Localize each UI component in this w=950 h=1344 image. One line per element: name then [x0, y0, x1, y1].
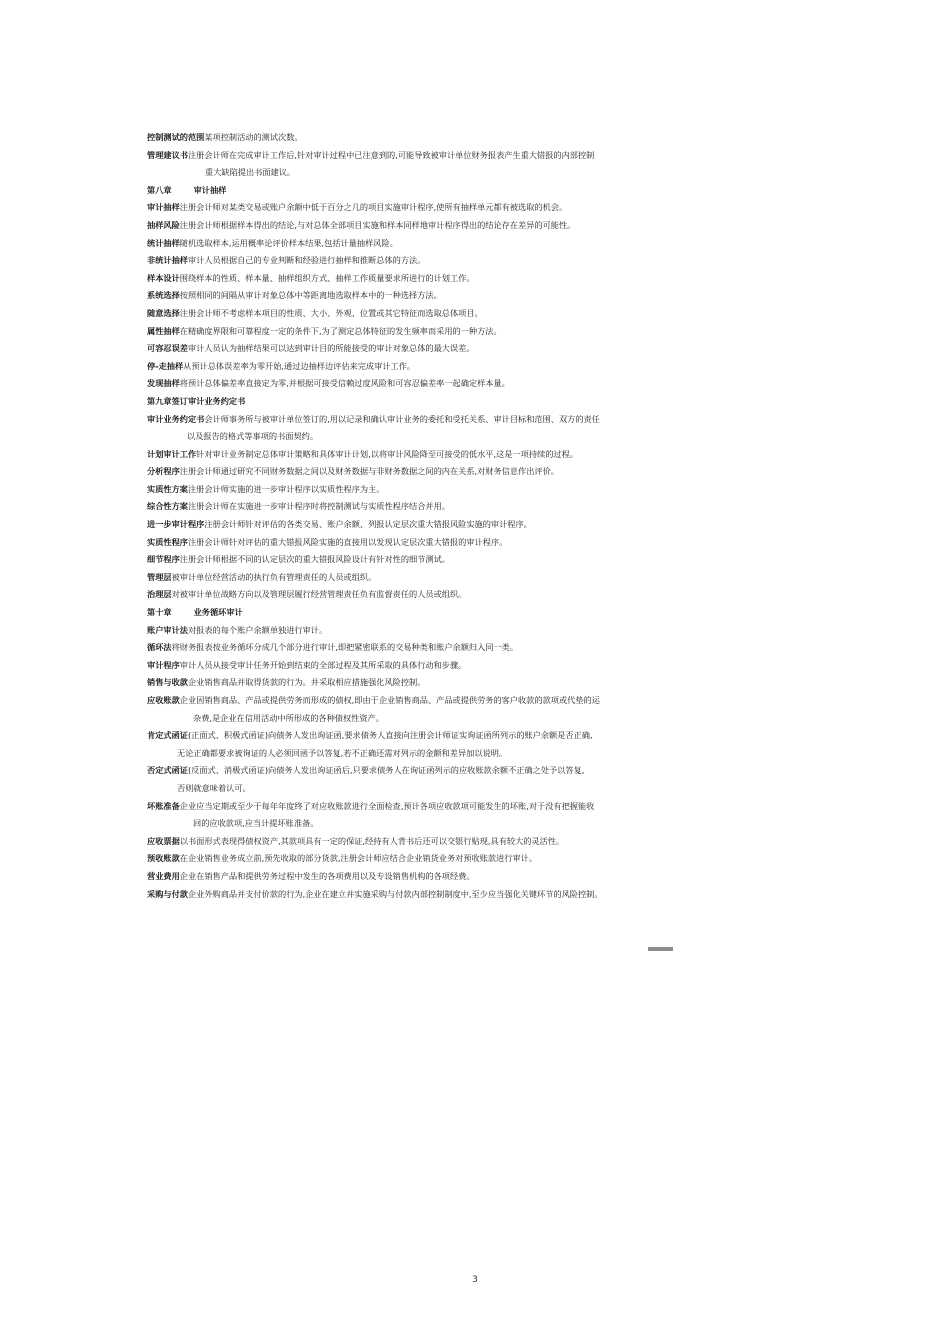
- definition: 企业外购商品并支付价款的行为,企业在建立并实施采购与付款内部控制制度中,至少应当强化关键环节的风险控制。: [187, 888, 603, 899]
- term: 管理层: [147, 571, 172, 582]
- glossary-entry: [147, 516, 632, 534]
- glossary-entry: [147, 481, 632, 499]
- definition: 对被审计单位战略方向以及管理层履行经营管理责任负有监督责任的人员或组织。: [171, 589, 467, 600]
- glossary-entry: [147, 463, 632, 481]
- definition: (正面式、积极式函证)向债务人发出询证函,要求债务人直接向注册会计师证实询证函所列示的账户余额是否正确,: [187, 730, 593, 741]
- term: 预收账款: [147, 853, 180, 864]
- glossary-entry: [147, 375, 632, 393]
- chapter-number: 第十章: [147, 607, 172, 618]
- term: 属性抽样: [147, 325, 180, 336]
- glossary-entry: [147, 586, 632, 604]
- term: 治理层: [147, 589, 172, 600]
- definition-continuation: 以及报告的格式等事项的书面契约。: [187, 431, 319, 442]
- definition-continuation: 否则就意味着认可。: [177, 782, 251, 793]
- term: 进一步审计程序: [147, 519, 205, 530]
- term: 审计程序: [147, 659, 180, 670]
- term: 非统计抽样: [147, 255, 188, 266]
- term: 发现抽样: [147, 378, 180, 389]
- glossary-entry: [147, 199, 632, 217]
- definition: 审计人员从接受审计任务开始到结束的全部过程及其所采取的具体行动和步骤。: [179, 659, 467, 670]
- chapter-heading: [147, 182, 632, 200]
- definition: 在企业销售业务成立前,预先收取的部分货款,注册会计师应结合企业销货业务对预收账款进行审计。: [179, 853, 538, 864]
- term: 可容忍误差: [147, 343, 188, 354]
- term: 应收票据: [147, 835, 180, 846]
- definition: 在精确度界限和可靠程度一定的条件下,为了测定总体特征的发生频率而采用的一种方法。: [179, 325, 502, 336]
- glossary-entry: [147, 657, 632, 675]
- definition-continuation: 无论正确都要求被询证的人必须回函予以答复,若不正确还需对列示的金额和差异加以说明。: [177, 747, 508, 758]
- glossary-entry: [147, 850, 632, 868]
- term: 肯定式函证: [147, 730, 188, 741]
- term: 样本设计: [147, 272, 180, 283]
- glossary-entry: [147, 622, 632, 640]
- term: 审计抽样: [147, 202, 180, 213]
- glossary-entry: [147, 323, 632, 341]
- definition: 会计师事务所与被审计单位签订的,用以记录和确认审计业务的委托和受托关系、审计目标和范围、双方的责任: [204, 413, 600, 424]
- glossary-entry: [147, 305, 632, 323]
- definition: 企业销售商品并取得货款的行为。并采取相应措施强化风险控制。: [187, 677, 426, 688]
- definition: 针对审计业务制定总体审计策略和具体审计计划,以将审计风险降至可接受的低水平,这是一项持续的过程。: [196, 448, 578, 459]
- glossary-entry: [147, 217, 632, 235]
- chapter-title: 审计抽样: [193, 184, 227, 195]
- definition: 注册会计师根据样本得出的结论,与对总体全部项目实施和样本同样地审计程序得出的结论存在差异的可能性。: [179, 219, 576, 230]
- glossary-entry: [147, 270, 632, 288]
- chapter-number: 第八章: [147, 184, 172, 195]
- definition: 从预计总体误差率为零开始,通过边抽样边评估来完成审计工作。: [183, 360, 416, 371]
- definition: 注册会计师在完成审计工作后,针对审计过程中已注意到的,可能导致被审计单位财务报表产生重大错报的内部控制: [187, 149, 595, 160]
- glossary-entry: [147, 147, 632, 182]
- definition-continuation: 杂费,是企业在信用活动中所形成的各种债权性资产。: [193, 712, 384, 723]
- definition: 审计人员认为抽样结果可以达到审计目的所能接受的审计对象总体的最大误差。: [187, 343, 475, 354]
- term: 营业费用: [147, 870, 180, 881]
- term: 循环法: [147, 642, 172, 653]
- definition: 随机选取样本,运用概率论评价样本结果,包括计量抽样风险。: [179, 237, 398, 248]
- glossary-entry: [147, 569, 632, 587]
- definition: 以书面形式表现得债权资产,其款项具有一定的保证,经持有人背书后还可以交银行贴现,具有较大的灵活性。: [179, 835, 565, 846]
- term: 实质性方案: [147, 483, 188, 494]
- term: 综合性方案: [147, 501, 188, 512]
- definition: 注册会计师不考虑样本项目的性质、大小、外观、位置或其它特征而选取总体项目。: [179, 307, 483, 318]
- term: 审计业务约定书: [147, 413, 205, 424]
- term: 实质性程序: [147, 536, 188, 547]
- term: 统计抽样: [147, 237, 180, 248]
- glossary-entry: [147, 340, 632, 358]
- glossary-entry: [147, 498, 632, 516]
- glossary-entry: [147, 639, 632, 657]
- definition: 注册会计师对某类交易或账户余额中低于百分之几的项目实施审计程序,使所有抽样单元都有被选取的机会。: [179, 202, 568, 213]
- definition-continuation: 回的应收款项,应当计提坏账准备。: [193, 818, 319, 829]
- definition: 企业在销售产品和提供劳务过程中发生的各项费用以及专设销售机构的各项经费。: [179, 870, 475, 881]
- term: 坏账准备: [147, 800, 180, 811]
- term: 销售与收款: [147, 677, 188, 688]
- definition: 注册会计师在实施进一步审计程序时将控制测试与实质性程序结合并用。: [187, 501, 450, 512]
- glossary-entry: [147, 235, 632, 253]
- glossary-entry: [147, 868, 632, 886]
- definition: 对报表的每个账户余额单独进行审计。: [187, 624, 328, 635]
- glossary-entry: [147, 446, 632, 464]
- definition: 将财务报表按业务循环分成几个部分进行审计,即把紧密联系的交易种类和账户余额归入同一类。: [171, 642, 519, 653]
- definition-continuation: 重大缺陷提出书面建议。: [205, 167, 296, 178]
- glossary-entry: [147, 551, 632, 569]
- definition: 被审计单位经营活动的执行负有管理责任的人员或组织。: [171, 571, 377, 582]
- definition: 注册会计师根据不同的认定层次的重大错报风险设计有针对性的细节测试。: [179, 554, 450, 565]
- definition: 注册会计师针对评估的各类交易、账户余额、列报认定层次重大错报风险实施的审计程序。: [204, 519, 532, 530]
- term: 控制测试的范围: [147, 132, 205, 142]
- page-number: 3: [472, 1275, 478, 1285]
- glossary-entry: [147, 287, 632, 305]
- glossary-entry: [147, 534, 632, 552]
- definition: 将预计总体偏差率直接定为零,并根据可接受信赖过度风险和可容忍偏差率一起确定样本量。: [179, 378, 510, 389]
- term: 系统选择: [147, 290, 180, 301]
- glossary-entry: [147, 798, 632, 833]
- term: 否定式函证: [147, 765, 188, 776]
- definition: 围绕样本的性质、样本量、抽样组织方式、抽样工作质量要求所进行的计划工作。: [179, 272, 475, 283]
- definition: 企业因销售商品、产品或提供劳务而形成的债权,即由于企业销售商品、产品或提供劳务的客户收款的款项或代垫的运: [179, 695, 600, 705]
- term: 采购与付款: [147, 888, 188, 899]
- term: 计划审计工作: [147, 448, 197, 459]
- definition: 注册会计师针对评估的重大错报风险实施的直接用以发现认定层次重大错报的审计程序。: [187, 536, 508, 547]
- glossary-entry: [147, 886, 632, 904]
- glossary-entry: [147, 727, 632, 762]
- glossary-entry: [147, 252, 632, 270]
- term: 抽样风险: [147, 219, 180, 230]
- definition: 按照相同的间隔从审计对象总体中等距离地选取样本中的一种选择方法。: [179, 290, 442, 301]
- definition: 审计人员根据自己的专业判断和经验进行抽样和推断总体的方法。: [187, 255, 426, 266]
- term: 应收账款: [147, 695, 180, 705]
- definition: 注册会计师通过研究不同财务数据之间以及财务数据与非财务数据之间的内在关系,对财务信息作出评价。: [179, 466, 559, 477]
- chapter-title: 业务循环审计: [193, 607, 243, 618]
- glossary-entry: [147, 358, 632, 376]
- definition: 企业应当定期或至少于每年年度终了对应收账款进行全面检查,预计各项应收款项可能发生的坏账,对于没有把握能收: [179, 800, 595, 811]
- glossary-entry: [147, 411, 632, 446]
- chapter-heading: [147, 604, 632, 622]
- glossary-entry: [147, 762, 632, 797]
- decorative-bar: [648, 947, 673, 951]
- term: 随意选择: [147, 307, 180, 318]
- term: 停-走抽样: [147, 360, 184, 371]
- document-body: [147, 129, 632, 903]
- glossary-entry: [147, 833, 632, 851]
- glossary-entry: [147, 129, 632, 147]
- term: 账户审计法: [147, 624, 188, 635]
- definition: 某项控制活动的测试次数。: [204, 132, 303, 142]
- definition: 注册会计师实施的进一步审计程序以实质性程序为主。: [187, 483, 385, 494]
- glossary-entry: [147, 674, 632, 692]
- term: 细节程序: [147, 554, 180, 565]
- chapter-heading: 第九章签订审计业务约定书: [147, 395, 246, 406]
- glossary-entry: [147, 692, 632, 727]
- term: 分析程序: [147, 466, 180, 477]
- term: 管理建议书: [147, 149, 188, 160]
- definition: (反面式、消极式函证)向债务人发出询证函后,只要求债务人在询证函列示的应收账款余额不正确之处予以答复,: [187, 765, 585, 776]
